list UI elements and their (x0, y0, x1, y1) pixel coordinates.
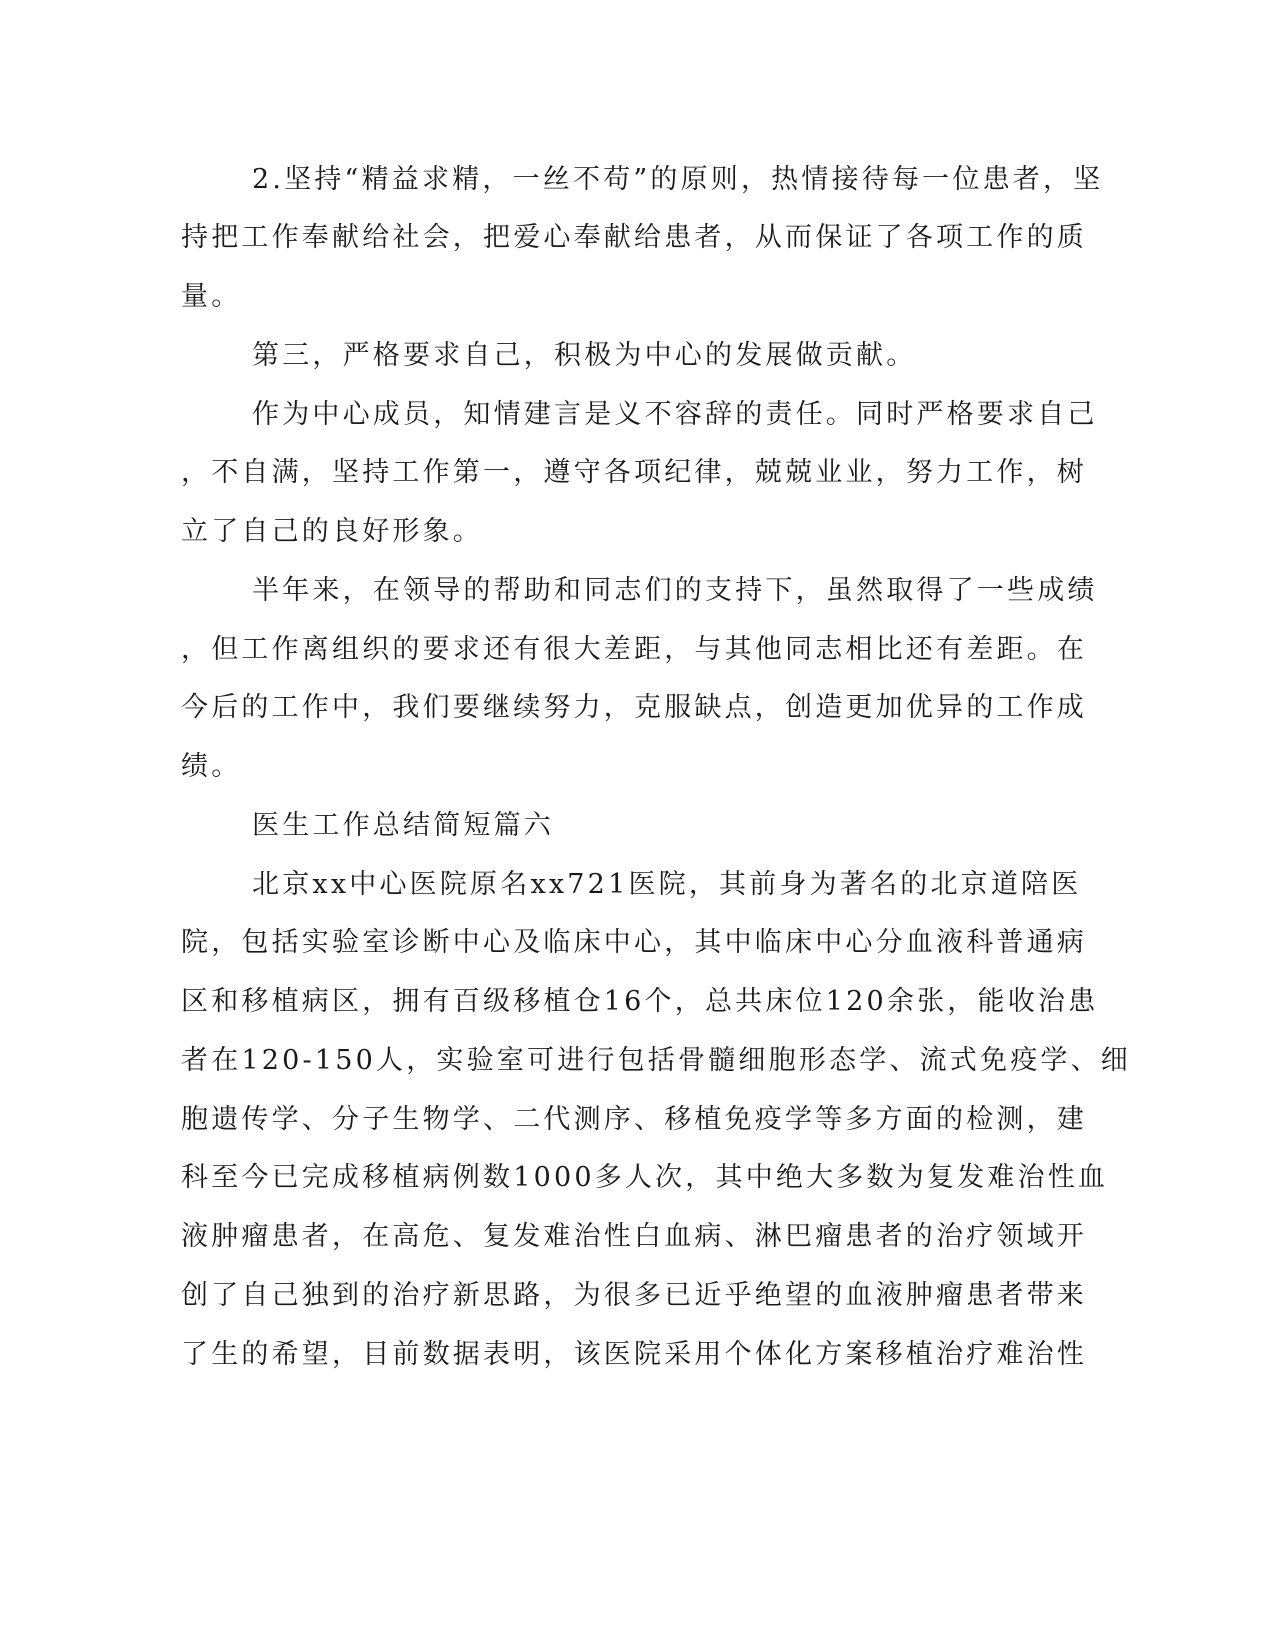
section-heading: 医生工作总结简短篇六 (252, 810, 554, 841)
text-line: 量。 (181, 281, 242, 312)
text-line: 创了自己独到的治疗新思路，为很多已近乎绝望的血液肿瘤患者带来 (181, 1280, 1087, 1311)
text-line: 立了自己的良好形象。 (181, 516, 483, 547)
text-line: 第三，严格要求自己，积极为中心的发展做贡献。 (252, 340, 917, 371)
text-line: ，但工作离组织的要求还有很大差距，与其他同志相比还有差距。在 (181, 634, 1087, 665)
text-line: 科至今已完成移植病例数1000多人次，其中绝大多数为复发难治性血 (181, 1162, 1109, 1193)
text-line: 院，包括实验室诊断中心及临床中心，其中临床中心分血液科普通病 (181, 927, 1087, 958)
text-line: 了生的希望，目前数据表明，该医院采用个体化方案移植治疗难治性 (181, 1339, 1087, 1370)
text-line: 2.坚持“精益求精，一丝不苟”的原则，热情接待每一位患者，坚 (252, 164, 1104, 195)
text-line: 液肿瘤患者，在高危、复发难治性白血病、淋巴瘤患者的治疗领域开 (181, 1221, 1087, 1252)
text-line: 今后的工作中，我们要继续努力，克服缺点，创造更加优异的工作成 (181, 692, 1087, 723)
text-line: 绩。 (181, 751, 242, 782)
text-line: 作为中心成员，知情建言是义不容辞的责任。同时严格要求自己 (252, 399, 1098, 430)
text-line: 北京xx中心医院原名xx721医院，其前身为著名的北京道陪医 (252, 869, 1082, 900)
text-line: 半年来，在领导的帮助和同志们的支持下，虽然取得了一些成绩 (252, 575, 1098, 606)
text-line: 持把工作奉献给社会，把爱心奉献给患者，从而保证了各项工作的质 (181, 222, 1087, 253)
text-line: ，不自满，坚持工作第一，遵守各项纪律，兢兢业业，努力工作，树 (181, 457, 1087, 488)
text-line: 区和移植病区，拥有百级移植仓16个，总共床位120余张，能收治患 (181, 986, 1099, 1017)
text-line: 胞遗传学、分子生物学、二代测序、移植免疫学等多方面的检测，建 (181, 1104, 1087, 1135)
text-line: 者在120-150人，实验室可进行包括骨髓细胞形态学、流式免疫学、细 (181, 1045, 1131, 1076)
